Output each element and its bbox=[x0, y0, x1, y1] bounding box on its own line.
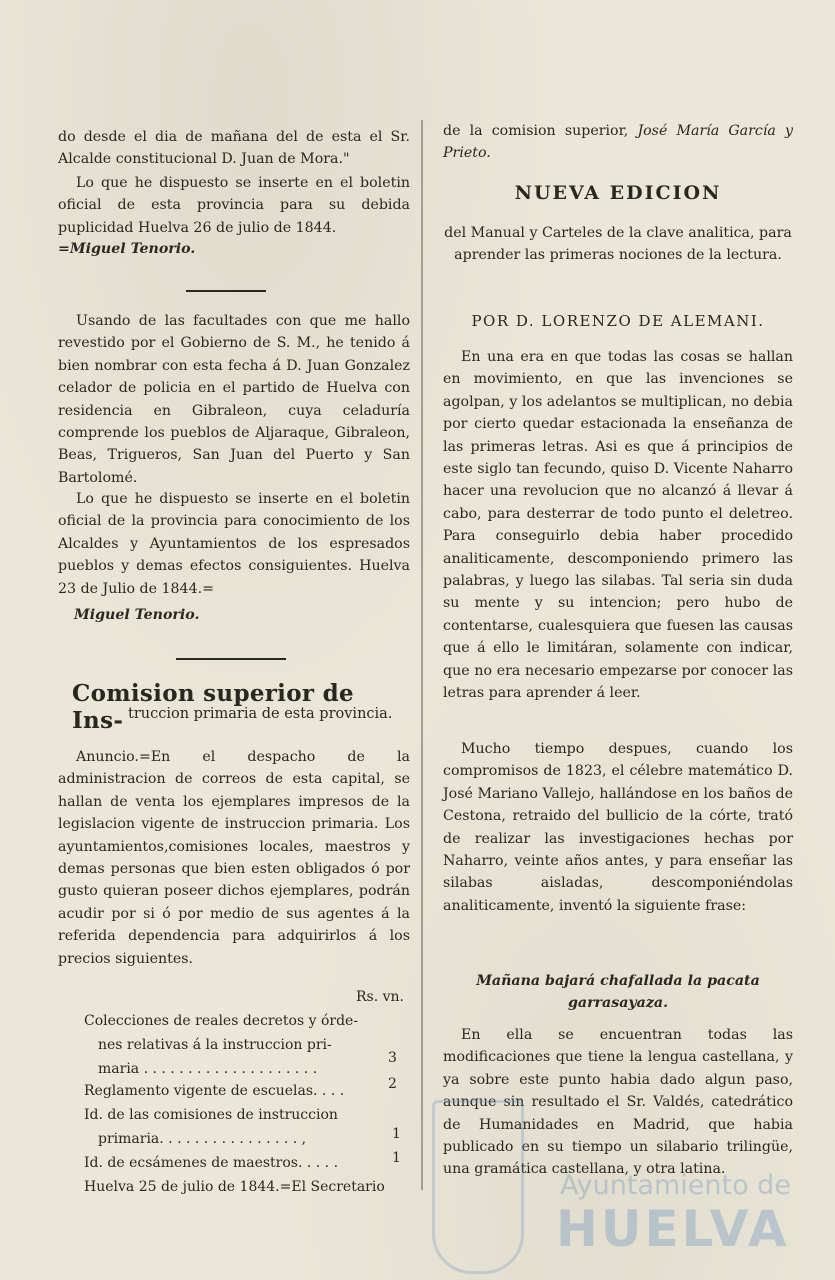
price-item-2-line-1: Reglamento vigente de escuelas. . . . bbox=[84, 1083, 345, 1099]
left-paragraph-1: do desde el dia de mañana del de esta el Sr. Alcalde constitucional D. Juan de Mora." bbox=[58, 129, 410, 168]
price-item-1-line-1: Colecciones de reales decretos y órde- bbox=[84, 1013, 359, 1029]
price-item-4-line-1: Id. de ecsámenes de maestros. . . . . bbox=[84, 1155, 339, 1171]
left-paragraph-2: Lo que he dispuesto se inserte en el boletin oficial de esta provincia para su debida puplicidad Huelva 26 de julio de 1844. bbox=[58, 175, 410, 236]
left-signature-2: Miguel Tenorio. bbox=[74, 607, 200, 623]
left-paragraph-4: Lo que he dispuesto se inserte en el boletin oficial de la provincia para conocimiento de los Alcaldes y Ayuntamientos de los espresados pueblos y demas efectos consiguientes. Huelva 23 de Julio de 1844.= bbox=[58, 491, 410, 597]
commission-heading: Comision superior de Ins- bbox=[72, 680, 354, 734]
price-item-1-line-2: nes relativas á la instruccion pri- bbox=[98, 1037, 332, 1053]
price-item-2-value: 2 bbox=[388, 1076, 397, 1092]
closing-line: Huelva 25 de julio de 1844.=El Secretario bbox=[84, 1179, 385, 1195]
commission-subheading: truccion primaria de esta provincia. bbox=[128, 706, 393, 722]
price-item-3-line-2: primaria. . . . . . . . . . . . . . . . , bbox=[98, 1131, 307, 1147]
right-paragraph-1 bbox=[443, 120, 793, 165]
announcement-paragraph: Anuncio.=En el despacho de la administracion de correos de esta capital, se hallan de venta los ejemplares impresos de la legislacion vigente de instruccion primaria. Los ayuntamientos,comisiones locales, maestros y demas personas que bien esten obligados ó por gusto quieran poseer dichos ejemplares, podrán acudir por si ó por medio de sus agentes á la referida dependencia para adquirirlos á los precios siguientes. bbox=[58, 749, 410, 967]
section-rule-2 bbox=[176, 658, 286, 660]
right-paragraph-2: En una era en que todas las cosas se hallan en movimiento, en que las invenciones se agolpan, y los adelantos se multiplican, no debia por cierto quedar estacionada la enseñanza de las primeras letras. Asi es que á principios de este siglo tan fecundo, quiso D. Vicente Naharro hacer una revolucion que no alcanzó á llevar á cabo, para desterrar de todo punto el deletreo. Para conseguirlo debia haber procedido analiticamente, descomponiendo primero las palabras, y luego las silabas. Tal seria sin duda su mente y su intencion; pero hubo de contentarse, cualesquiera que fuesen las causas que á ello le limitáran, solamente con indicar, que no era necesario empezarse por conocer las letras para aprender á leer. bbox=[443, 349, 793, 702]
watermark-line-1: Ayuntamiento de bbox=[560, 1170, 791, 1201]
watermark-shield-icon bbox=[432, 1100, 524, 1274]
syllable-phrase: Mañana bajará chafallada la pacata garrasayaza. bbox=[476, 973, 760, 1012]
nueva-edicion-subheading: del Manual y Carteles de la clave analitica, para aprender las primeras nociones de la lectura. bbox=[444, 225, 792, 264]
column-divider bbox=[421, 120, 423, 1190]
price-item-3-line-1: Id. de las comisiones de instruccion bbox=[84, 1107, 338, 1123]
price-item-1-line-3: maria . . . . . . . . . . . . . . . . . . . . bbox=[98, 1061, 318, 1077]
price-item-3-value: 1 bbox=[392, 1126, 401, 1142]
left-paragraph-3: Usando de las facultades con que me hallo revestido por el Gobierno de S. M., he tenido á bien nombrar con esta fecha á D. Juan Gonzalez celador de policia en el partido de Huelva con residencia en Gibraleon, cuya celaduría comprende los pueblos de Aljaraque, Gibraleon, Beas, Trigueros, San Juan del Puerto y San Bartolomé. bbox=[58, 313, 410, 486]
left-signature-1: =Miguel Tenorio. bbox=[58, 241, 196, 257]
right-paragraph-1-text: de la comision superior, bbox=[443, 123, 629, 139]
author-line: POR D. LORENZO DE ALEMANI. bbox=[471, 312, 765, 330]
price-header: Rs. vn. bbox=[356, 989, 405, 1005]
right-paragraph-3: Mucho tiempo despues, cuando los compromisos de 1823, el célebre matemático D. José Mariano Vallejo, hallándose en los baños de Cestona, retraido del bullicio de la córte, trató de realizar las investigaciones hechas por Naharro, veinte años antes, y para enseñar las silabas aisladas, descomponiéndolas analiticamente, inventó la siguiente frase: bbox=[443, 741, 793, 914]
section-rule-1 bbox=[186, 290, 266, 292]
right-paragraph-1-name: José María García y Prieto. bbox=[443, 123, 794, 162]
price-item-1-value: 3 bbox=[388, 1050, 397, 1066]
right-paragraph-4: En ella se encuentran todas las modificaciones que tiene la lengua castellana, y ya sobre este punto habia dado algun paso, aunque sin resultado el Sr. Valdés, catedrático de Humanidades en Madrid, que habia publicado en su tiempo un silabario trilingüe, una gramática castellana, y otra latina. bbox=[443, 1027, 793, 1178]
price-item-4-value: 1 bbox=[392, 1150, 401, 1166]
watermark-line-2: HUELVA bbox=[556, 1200, 790, 1258]
nueva-edicion-heading: NUEVA EDICION bbox=[514, 182, 722, 204]
